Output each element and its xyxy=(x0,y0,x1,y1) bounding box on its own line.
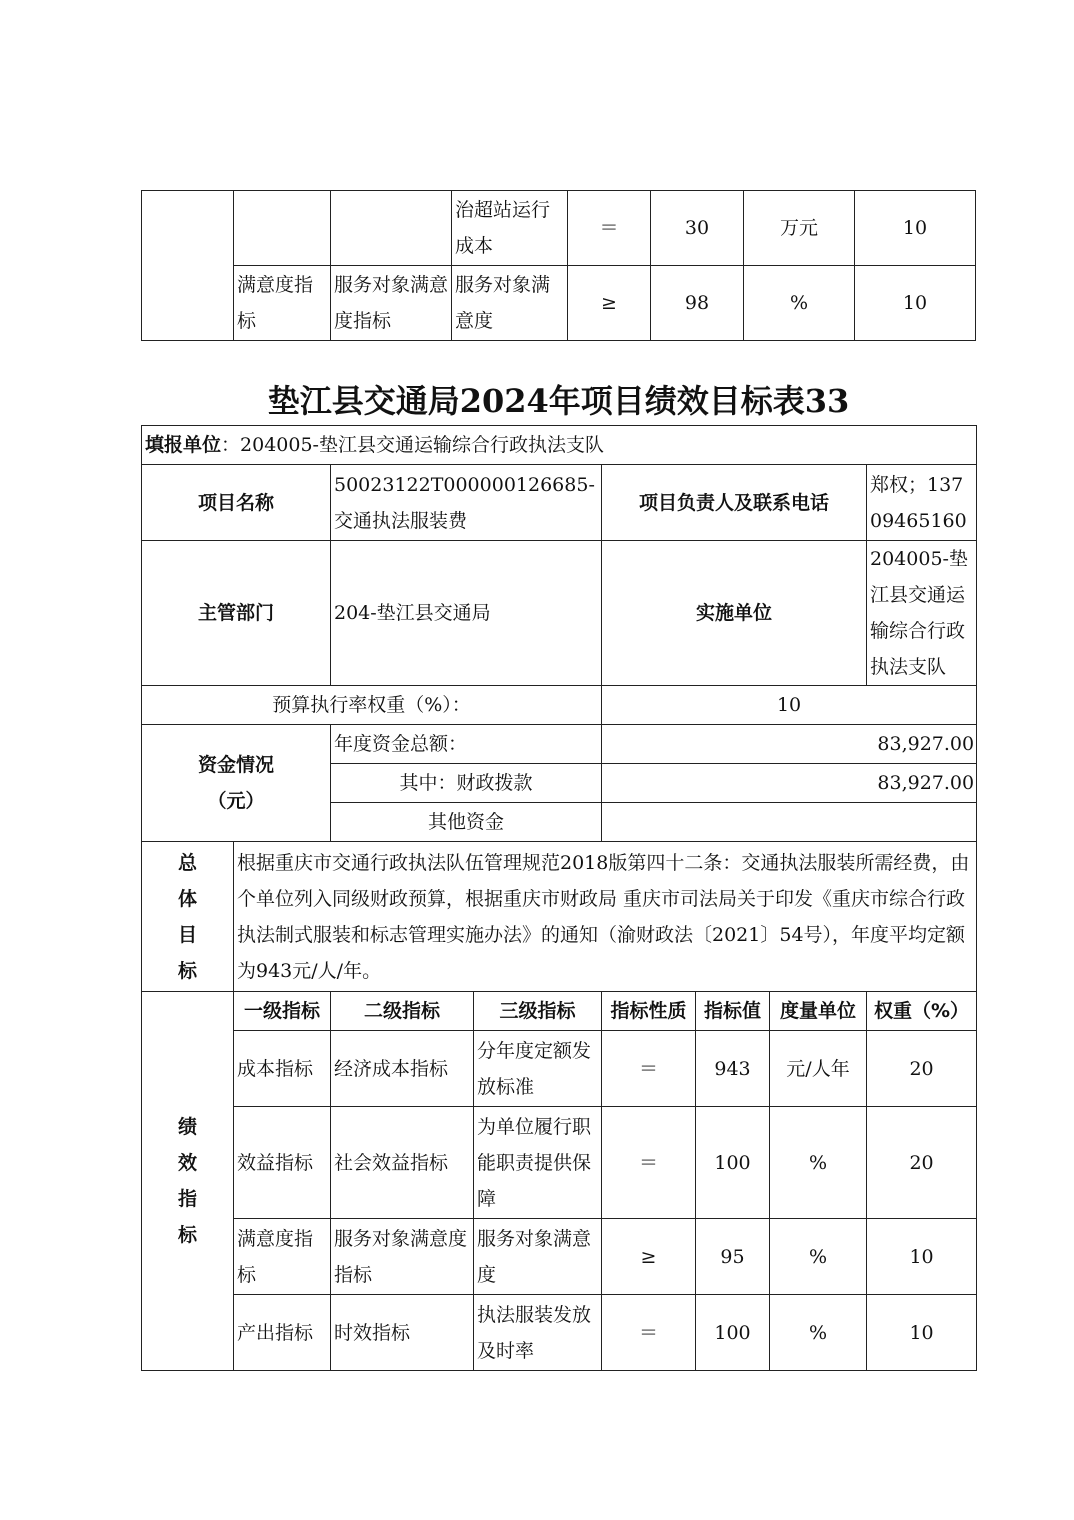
budget-rate-label: 预算执行率权重（%）： xyxy=(142,686,602,725)
page-title: 垫江县交通局2024年项目绩效目标表33 xyxy=(267,382,850,420)
value-cell: 30 xyxy=(651,191,744,266)
blank-cell xyxy=(142,191,234,341)
goal-row xyxy=(142,842,977,992)
dept-row xyxy=(142,541,977,686)
level1-cell: 满意度指标 xyxy=(234,1219,331,1295)
weight-cell: 20 xyxy=(867,1031,977,1107)
unit-cell: % xyxy=(770,1295,867,1371)
goal-label xyxy=(142,842,234,992)
funds-other-label: 其他资金 xyxy=(331,803,602,842)
unit-cell: % xyxy=(744,266,855,341)
goal-label-char: 标 xyxy=(177,959,197,982)
impl-label: 实施单位 xyxy=(602,541,867,686)
impl-value: 204005-垫江县交通运输综合行政执法支队 xyxy=(867,541,977,686)
dept-value: 204-垫江县交通局 xyxy=(331,541,602,686)
nature-cell: ＝ xyxy=(568,191,651,266)
table-row xyxy=(142,1219,977,1295)
nature-cell: ≥ xyxy=(568,266,651,341)
nature-cell: ＝ xyxy=(602,1295,696,1371)
perf-label xyxy=(142,992,234,1371)
level2-cell: 服务对象满意度指标 xyxy=(331,1219,474,1295)
weight-cell: 10 xyxy=(855,191,976,266)
level3-cell: 治超站运行成本 xyxy=(452,191,568,266)
level3-cell: 服务对象满意度 xyxy=(452,266,568,341)
value-cell: 943 xyxy=(696,1031,770,1107)
weight-cell: 20 xyxy=(867,1107,977,1219)
header-nature: 指标性质 xyxy=(602,992,696,1031)
value-cell: 100 xyxy=(696,1107,770,1219)
level3-cell: 为单位履行职能职责提供保障 xyxy=(474,1107,602,1219)
header-unit: 度量单位 xyxy=(770,992,867,1031)
value-cell: 95 xyxy=(696,1219,770,1295)
unit-cell: % xyxy=(770,1107,867,1219)
level1-cell: 满意度指标 xyxy=(234,266,331,341)
header-level3: 三级指标 xyxy=(474,992,602,1031)
unit-cell: 万元 xyxy=(744,191,855,266)
perf-label-char: 绩 xyxy=(177,1116,197,1138)
unit-cell: 元/人年 xyxy=(770,1031,867,1107)
dept-label: 主管部门 xyxy=(142,541,331,686)
perf-header-row xyxy=(142,992,977,1031)
funds-label xyxy=(142,725,331,842)
level3-cell: 服务对象满意度 xyxy=(474,1219,602,1295)
funds-label-line1: 资金情况 xyxy=(197,754,274,776)
level2-cell: 服务对象满意度指标 xyxy=(331,266,452,341)
header-weight: 权重（%） xyxy=(867,992,977,1031)
contact-value: 郑权；13709465160 xyxy=(867,465,977,541)
funds-total-label: 年度资金总额： xyxy=(331,725,602,764)
fill-unit-row xyxy=(142,426,977,465)
level2-cell: 时效指标 xyxy=(331,1295,474,1371)
level2-cell: 社会效益指标 xyxy=(331,1107,474,1219)
funds-total-value: 83,927.00 xyxy=(602,725,977,764)
level1-cell: 效益指标 xyxy=(234,1107,331,1219)
level2-cell xyxy=(331,191,452,266)
level1-cell xyxy=(234,191,331,266)
performance-target-table xyxy=(141,425,977,1371)
funds-fiscal-label: 其中：财政拨款 xyxy=(331,764,602,803)
project-name-value: 50023122T000000126685-交通执法服装费 xyxy=(331,465,602,541)
table-row xyxy=(142,191,976,266)
level1-cell: 产出指标 xyxy=(234,1295,331,1371)
level1-cell: 成本指标 xyxy=(234,1031,331,1107)
funds-total-row xyxy=(142,725,977,764)
level3-cell: 执法服装发放及时率 xyxy=(474,1295,602,1371)
value-cell: 98 xyxy=(651,266,744,341)
prev-indicator-table xyxy=(141,190,976,341)
perf-label-char: 标 xyxy=(177,1224,197,1246)
fill-unit-value: ：204005-垫江县交通运输综合行政执法支队 xyxy=(221,434,604,456)
weight-cell: 10 xyxy=(867,1219,977,1295)
project-name-label: 项目名称 xyxy=(142,465,331,541)
level2-cell: 经济成本指标 xyxy=(331,1031,474,1107)
goal-label-char: 体 xyxy=(177,887,197,910)
nature-cell: ≥ xyxy=(602,1219,696,1295)
table-row xyxy=(142,1031,977,1107)
header-level1: 一级指标 xyxy=(234,992,331,1031)
nature-cell: ＝ xyxy=(602,1107,696,1219)
budget-rate-row xyxy=(142,686,977,725)
goal-label-char: 目 xyxy=(177,923,197,946)
funds-label-line2: （元） xyxy=(207,790,265,812)
weight-cell: 10 xyxy=(855,266,976,341)
table-row xyxy=(142,266,976,341)
goal-label-char: 总 xyxy=(177,851,197,874)
project-name-row xyxy=(142,465,977,541)
contact-label: 项目负责人及联系电话 xyxy=(602,465,867,541)
weight-cell: 10 xyxy=(867,1295,977,1371)
goal-text: 根据重庆市交通行政执法队伍管理规范2018版第四十二条：交通执法服装所需经费，由个单位列入同级财政预算，根据重庆市财政局 重庆市司法局关于印发《重庆市综合行政执法制式服装和标志管理实施办法》的通知（渝财政法〔2021〕54号），年度平均定额为943元/人/年。 xyxy=(234,842,977,992)
fill-unit-label: 填报单位 xyxy=(145,434,222,456)
header-level2: 二级指标 xyxy=(331,992,474,1031)
funds-fiscal-value: 83,927.00 xyxy=(602,764,977,803)
perf-label-char: 指 xyxy=(177,1188,197,1210)
nature-cell: ＝ xyxy=(602,1031,696,1107)
unit-cell: % xyxy=(770,1219,867,1295)
perf-label-char: 效 xyxy=(177,1152,197,1174)
table-row xyxy=(142,1295,977,1371)
funds-other-value xyxy=(602,803,977,842)
budget-rate-value: 10 xyxy=(602,686,977,725)
fill-unit-cell xyxy=(142,426,977,465)
value-cell: 100 xyxy=(696,1295,770,1371)
header-value: 指标值 xyxy=(696,992,770,1031)
table-row xyxy=(142,1107,977,1219)
level3-cell: 分年度定额发放标准 xyxy=(474,1031,602,1107)
